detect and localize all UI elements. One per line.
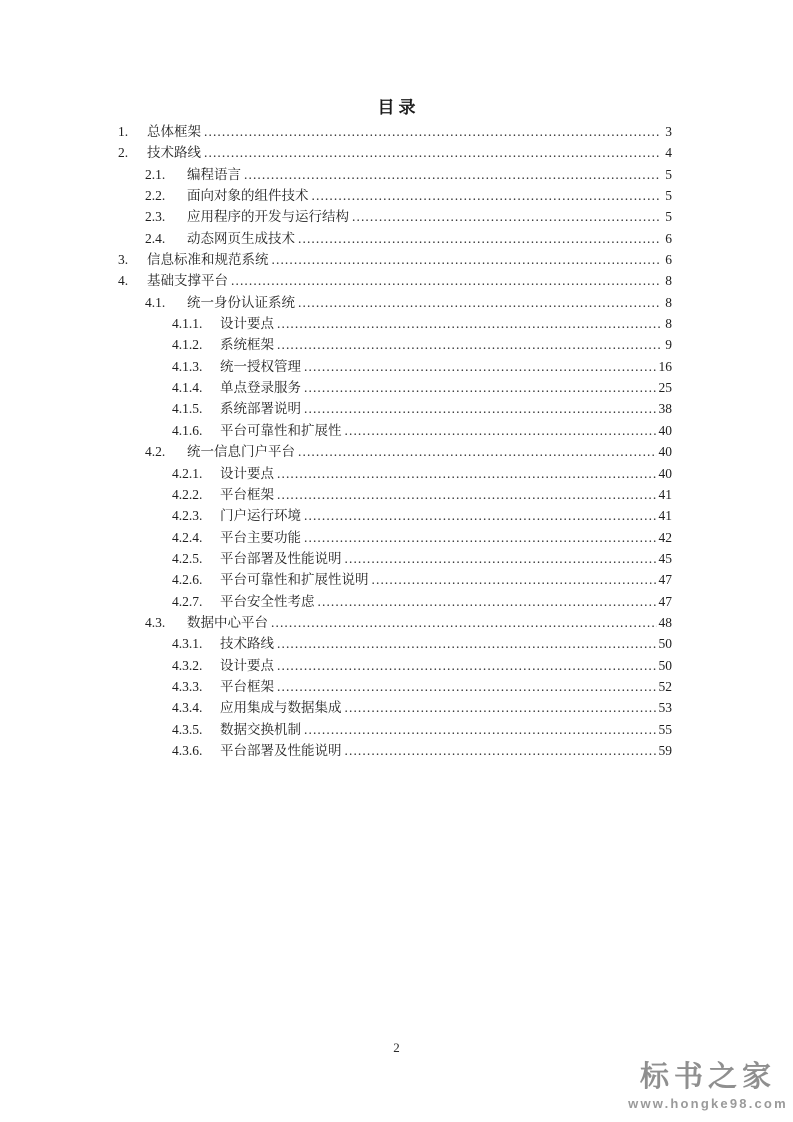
toc-entry[interactable] bbox=[118, 484, 672, 505]
toc-entry-label: 平台部署及性能说明 bbox=[220, 550, 342, 566]
toc-entry-label: 平台主要功能 bbox=[220, 529, 301, 545]
toc-entry-label: 统一授权管理 bbox=[220, 358, 301, 374]
toc-entry-number: 4.1.3. bbox=[172, 358, 203, 374]
toc-entry-label: 统一信息门户平台 bbox=[187, 444, 295, 460]
toc-entry[interactable] bbox=[118, 206, 672, 227]
toc-entry-label: 设计要点 bbox=[220, 316, 274, 332]
toc-entry-page: 5 bbox=[665, 209, 672, 225]
toc-entry[interactable] bbox=[118, 313, 672, 334]
toc-entry-label: 应用集成与数据集成 bbox=[220, 700, 342, 716]
toc-entry-page: 40 bbox=[658, 422, 672, 438]
toc-entry-number: 2.4. bbox=[145, 230, 166, 246]
toc-entry[interactable] bbox=[118, 142, 672, 163]
toc-dot-leader bbox=[372, 569, 657, 590]
toc-entry-number: 4.1.1. bbox=[172, 316, 203, 332]
watermark bbox=[628, 1062, 788, 1111]
toc-dot-leader bbox=[277, 676, 657, 697]
toc-entry-number: 3. bbox=[118, 252, 129, 268]
toc-entry-page: 42 bbox=[658, 529, 672, 545]
toc-entry-number: 4.3.4. bbox=[172, 700, 203, 716]
toc-entry[interactable] bbox=[118, 697, 672, 718]
toc-entry-number: 2.1. bbox=[145, 166, 166, 182]
toc-entry-page: 45 bbox=[658, 550, 672, 566]
toc-entry-label: 平台框架 bbox=[220, 678, 274, 694]
toc-entry-page: 47 bbox=[658, 593, 672, 609]
toc-entry[interactable] bbox=[118, 356, 672, 377]
toc-dot-leader bbox=[298, 292, 660, 313]
toc-entry-label: 设计要点 bbox=[220, 465, 274, 481]
toc-entry[interactable] bbox=[118, 334, 672, 355]
toc-entry-label: 应用程序的开发与运行结构 bbox=[187, 209, 349, 225]
toc-entry[interactable] bbox=[118, 398, 672, 419]
toc-entry-label: 平台部署及性能说明 bbox=[220, 742, 342, 758]
toc-dot-leader bbox=[304, 377, 657, 398]
toc-entry-label: 技术路线 bbox=[220, 636, 274, 652]
toc-entry-label: 总体框架 bbox=[147, 124, 201, 139]
toc-entry-label: 系统部署说明 bbox=[220, 401, 301, 417]
toc-entry[interactable] bbox=[118, 548, 672, 569]
toc-entry-label: 平台框架 bbox=[220, 486, 274, 502]
toc-entry-label: 数据交换机制 bbox=[220, 721, 301, 737]
toc-entry-label: 编程语言 bbox=[187, 166, 241, 182]
toc-entry-label: 平台安全性考虑 bbox=[220, 593, 315, 609]
toc-dot-leader bbox=[277, 334, 660, 355]
toc-dot-leader bbox=[204, 142, 660, 163]
toc-entry-number: 4.3. bbox=[145, 614, 166, 630]
toc-entry-number: 4.2.4. bbox=[172, 529, 203, 545]
toc-entry-label: 系统框架 bbox=[220, 337, 274, 353]
toc-entry-label: 基础支撑平台 bbox=[147, 273, 228, 289]
toc-entry-label: 设计要点 bbox=[220, 657, 274, 673]
toc-entry-number: 4.2.6. bbox=[172, 572, 203, 588]
toc-entry-page: 9 bbox=[665, 337, 672, 353]
toc-entry-page: 3 bbox=[665, 124, 672, 139]
toc-entry[interactable] bbox=[118, 740, 672, 761]
toc-entry[interactable] bbox=[118, 569, 672, 590]
toc-entry-page: 41 bbox=[658, 486, 672, 502]
toc-entry-label: 单点登录服务 bbox=[220, 380, 301, 396]
toc-dot-leader bbox=[318, 591, 657, 612]
toc-entry-number: 4.2.7. bbox=[172, 593, 203, 609]
toc-entry[interactable] bbox=[118, 249, 672, 270]
toc-dot-leader bbox=[345, 548, 657, 569]
toc-entry[interactable] bbox=[118, 420, 672, 441]
toc-entry-number: 2.3. bbox=[145, 209, 166, 225]
toc-dot-leader bbox=[271, 612, 657, 633]
toc-entry-number: 4.2.3. bbox=[172, 508, 203, 524]
toc-dot-leader bbox=[304, 505, 657, 526]
toc-entry-page: 47 bbox=[658, 572, 672, 588]
toc-dot-leader bbox=[277, 655, 657, 676]
toc-entry[interactable] bbox=[118, 591, 672, 612]
toc-entry-page: 52 bbox=[658, 678, 672, 694]
toc-entry-label: 动态网页生成技术 bbox=[187, 230, 295, 246]
toc-dot-leader bbox=[272, 249, 661, 270]
toc-entry-page: 53 bbox=[658, 700, 672, 716]
toc-dot-leader bbox=[304, 719, 657, 740]
toc-entry-number: 4.3.3. bbox=[172, 678, 203, 694]
toc-entry-page: 16 bbox=[658, 358, 672, 374]
toc-entry-label: 技术路线 bbox=[147, 145, 201, 161]
toc-entry[interactable] bbox=[118, 164, 672, 185]
toc-entry-page: 40 bbox=[658, 444, 672, 460]
toc-entry[interactable] bbox=[118, 228, 672, 249]
toc-dot-leader bbox=[277, 484, 657, 505]
toc-dot-leader bbox=[345, 697, 657, 718]
toc-entry-number: 4.3.1. bbox=[172, 636, 203, 652]
toc-entry-label: 门户运行环境 bbox=[220, 508, 301, 524]
toc-entry-page: 38 bbox=[658, 401, 672, 417]
toc-entry-number: 4.1.4. bbox=[172, 380, 203, 396]
toc-entry-number: 4.2.1. bbox=[172, 465, 203, 481]
toc-entry[interactable] bbox=[118, 527, 672, 548]
toc-dot-leader bbox=[304, 356, 657, 377]
toc-entry-page: 50 bbox=[658, 636, 672, 652]
toc-entry-page: 5 bbox=[665, 166, 672, 182]
toc-entry[interactable] bbox=[118, 612, 672, 633]
toc-entry-number: 4.1.2. bbox=[172, 337, 203, 353]
toc-entry-page: 8 bbox=[665, 316, 672, 332]
toc-entry-page: 6 bbox=[665, 252, 672, 268]
toc-dot-leader bbox=[244, 164, 660, 185]
toc-entry-page: 40 bbox=[658, 465, 672, 481]
toc-entry-label: 平台可靠性和扩展性说明 bbox=[220, 572, 369, 588]
toc-entry-number: 4.2.5. bbox=[172, 550, 203, 566]
toc-dot-leader bbox=[277, 313, 660, 334]
toc-entry-page: 6 bbox=[665, 230, 672, 246]
toc-entry[interactable] bbox=[118, 377, 672, 398]
watermark-logo-text: 标书之家 bbox=[639, 1061, 776, 1094]
toc-entry-page: 5 bbox=[665, 188, 672, 204]
toc-dot-leader bbox=[277, 633, 657, 654]
toc-dot-leader bbox=[204, 121, 660, 142]
toc-title: 目录 bbox=[377, 98, 420, 117]
toc-entry[interactable] bbox=[118, 719, 672, 740]
toc-dot-leader bbox=[345, 420, 657, 441]
toc-entry-label: 数据中心平台 bbox=[187, 614, 268, 630]
toc-entry-number: 4.1.5. bbox=[172, 401, 203, 417]
toc-dot-leader bbox=[298, 441, 657, 462]
toc-entry-page: 59 bbox=[658, 742, 672, 758]
toc-entry-number: 4.3.6. bbox=[172, 742, 203, 758]
toc-entry[interactable] bbox=[118, 121, 672, 142]
toc-entry-number: 2.2. bbox=[145, 188, 166, 204]
toc-dot-leader bbox=[304, 527, 657, 548]
toc-entry-page: 50 bbox=[658, 657, 672, 673]
toc-entry-number: 4.3.2. bbox=[172, 657, 203, 673]
toc-entry-page: 41 bbox=[658, 508, 672, 524]
toc-entry-label: 平台可靠性和扩展性 bbox=[220, 422, 342, 438]
toc-entry[interactable] bbox=[118, 676, 672, 697]
toc-dot-leader bbox=[231, 270, 660, 291]
toc-entry[interactable] bbox=[118, 633, 672, 654]
toc-entry-number: 4.1. bbox=[145, 294, 166, 310]
toc-entry[interactable] bbox=[118, 185, 672, 206]
toc-dot-leader bbox=[277, 463, 657, 484]
toc-list bbox=[118, 121, 672, 761]
toc-entry-label: 信息标准和规范系统 bbox=[147, 252, 269, 268]
toc-entry-number: 4.2.2. bbox=[172, 486, 203, 502]
toc-entry[interactable] bbox=[118, 270, 672, 291]
toc-entry-number: 4.2. bbox=[145, 444, 166, 460]
toc-entry-label: 面向对象的组件技术 bbox=[187, 188, 309, 204]
toc-entry-number: 4.1.6. bbox=[172, 422, 203, 438]
toc-entry-number: 4. bbox=[118, 273, 129, 289]
toc-entry-number: 4.3.5. bbox=[172, 721, 203, 737]
toc-dot-leader bbox=[345, 740, 657, 761]
toc-entry[interactable] bbox=[118, 655, 672, 676]
toc-entry-page: 48 bbox=[658, 614, 672, 630]
toc-entry-page: 8 bbox=[665, 294, 672, 310]
toc-entry[interactable] bbox=[118, 292, 672, 313]
toc-entry-page: 8 bbox=[665, 273, 672, 289]
toc-dot-leader bbox=[304, 398, 657, 419]
footer-page-number: 2 bbox=[393, 1040, 400, 1055]
toc-dot-leader bbox=[352, 206, 660, 227]
toc-entry-page: 25 bbox=[658, 380, 672, 396]
toc-entry-number: 1. bbox=[118, 124, 129, 139]
toc-entry-label: 统一身份认证系统 bbox=[187, 294, 295, 310]
toc-entry[interactable] bbox=[118, 441, 672, 462]
toc-entry[interactable] bbox=[118, 463, 672, 484]
toc-entry-page: 55 bbox=[658, 721, 672, 737]
toc-dot-leader bbox=[312, 185, 661, 206]
toc-entry-page: 4 bbox=[665, 145, 672, 161]
toc-dot-leader bbox=[298, 228, 660, 249]
watermark-url: www.hongke98.com bbox=[628, 1096, 788, 1111]
toc-entry-number: 2. bbox=[118, 145, 129, 161]
toc-entry[interactable] bbox=[118, 505, 672, 526]
